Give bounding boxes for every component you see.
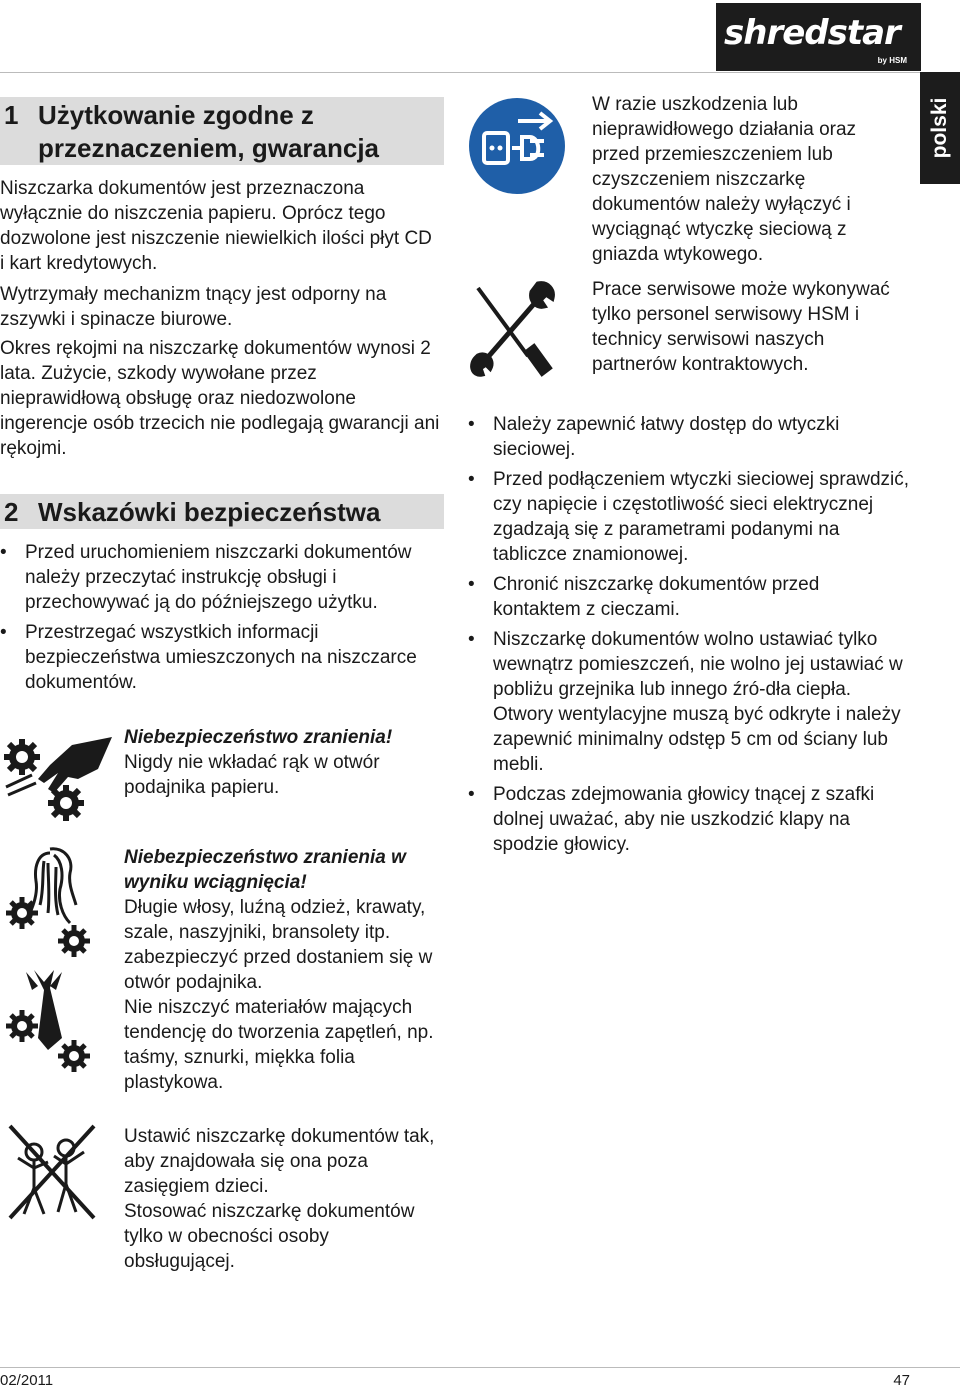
section1-title: Użytkowanie zgodne z przeznaczeniem, gwarancja xyxy=(38,100,380,163)
section1-paragraph-3: Okres rękojmi na niszczarkę dokumentów wynosi 2 lata. Zużycie, szkody wywołane przez nieprawidłową obsługę oraz niedozwolone ingerencje osób trzecich nie podlegają gwarancji ani rękojmi. xyxy=(0,338,440,459)
section2-number: 2 xyxy=(4,497,19,527)
list-item: • Przed podłączeniem wtyczki sieciowej sprawdzić, czy napięcie i częstotliwość sieci elektrycznej zgadzają się z parametrami podanymi na tabliczce znamionowej. xyxy=(468,467,912,567)
hand-in-gears-icon xyxy=(2,735,114,825)
warning-hand xyxy=(124,725,444,800)
warning-pull-text-2: Nie niszczyć materiałów mających tendencję do tworzenia zapętleń, np. taśmy, sznurki, miękka folia plastykowa. xyxy=(124,997,434,1093)
list-item: • Niszczarkę dokumentów wolno ustawiać tylko wewnątrz pomieszczeń, nie wolno jej ustawiać w pobliżu grzejnika lub innego źró-dła ciepła. Otwory wentylacyjne muszą być odkryte i należy zapewnić minimalny odstęp 5 cm od ściany lub mebli. xyxy=(468,627,912,777)
tools-icon xyxy=(468,280,556,380)
no-children-icon xyxy=(4,1122,100,1222)
brand-sub: by HSM xyxy=(877,56,907,65)
section2-heading xyxy=(0,494,444,529)
list-item: • Chronić niszczarkę dokumentów przed kontaktem z cieczami. xyxy=(468,572,912,622)
hair-entanglement-icon xyxy=(4,845,96,965)
service-note: Prace serwisowe może wykonywać tylko personel serwisowy HSM i technicy serwisowi naszych partnerów kontraktowych. xyxy=(592,279,890,375)
warning-pull xyxy=(124,845,444,1095)
warning-pull-text-1: Długie włosy, luźną odzież, krawaty, szale, naszyjniki, bransolety itp. zabezpieczyć przed dostaniem się w otwór podajnika. xyxy=(124,897,433,993)
section2-title: Wskazówki bezpieczeństwa xyxy=(38,497,381,527)
list-item: • Przestrzegać wszystkich informacji bezpieczeństwa umieszczonych na niszczarce dokumentów. xyxy=(0,620,440,695)
page-number: 47 xyxy=(893,1372,910,1389)
section1-number: 1 xyxy=(4,100,19,130)
list-item: • Podczas zdejmowania głowicy tnącej z szafki dolnej uważać, aby nie uszkodzić klapy na spodzie głowicy. xyxy=(468,782,912,857)
warning-hand-text: Nigdy nie wkładać rąk w otwór podajnika papieru. xyxy=(124,752,380,798)
list-item: • Należy zapewnić łatwy dostęp do wtyczki sieciowej. xyxy=(468,412,912,462)
footer-rule xyxy=(0,1367,960,1368)
section1-paragraph-2: Wytrzymały mechanizm tnący jest odporny na zszywki i spinacze biurowe. xyxy=(0,284,387,330)
brand-logo xyxy=(716,3,921,71)
children-warning xyxy=(124,1124,444,1274)
tie-entanglement-icon xyxy=(4,968,96,1080)
children-text-1: Ustawić niszczarkę dokumentów tak, aby znajdowała się ona poza zasięgiem dzieci. xyxy=(124,1126,435,1197)
language-label: polski xyxy=(928,97,951,159)
warning-pull-title: Niebezpieczeństwo zranienia w wyniku wciągnięcia! xyxy=(124,847,406,893)
header-rule xyxy=(0,72,960,73)
unplug-mandatory-icon xyxy=(468,97,566,195)
children-text-2: Stosować niszczarkę dokumentów tylko w obecności osoby obsługującej. xyxy=(124,1201,415,1272)
brand-name: shredstar xyxy=(724,13,900,53)
warning-hand-title: Niebezpieczeństwo zranienia! xyxy=(124,727,393,748)
footer-date: 02/2011 xyxy=(0,1372,54,1389)
list-item: • Przed uruchomieniem niszczarki dokumentów należy przeczytać instrukcję obsługi i przechowywać ją do późniejszego użytku. xyxy=(0,540,440,615)
section1-paragraph-1: Niszczarka dokumentów jest przeznaczona wyłącznie do niszczenia papieru. Oprócz tego dozwolone jest niszczenie niewielkich ilości płyt CD i kart kredytowych. xyxy=(0,178,432,274)
unplug-instructions: W razie uszkodzenia lub nieprawidłowego działania oraz przed przemieszczeniem lub czyszczeniem niszczarkę dokumentów należy wyłączyć i wyciągnąć wtyczkę sieciową z gniazda wtykowego. xyxy=(592,94,857,265)
right-bullet-list xyxy=(468,412,912,862)
section1-heading xyxy=(0,97,444,165)
language-tab xyxy=(920,72,960,184)
section2-bullet-list xyxy=(0,540,440,700)
